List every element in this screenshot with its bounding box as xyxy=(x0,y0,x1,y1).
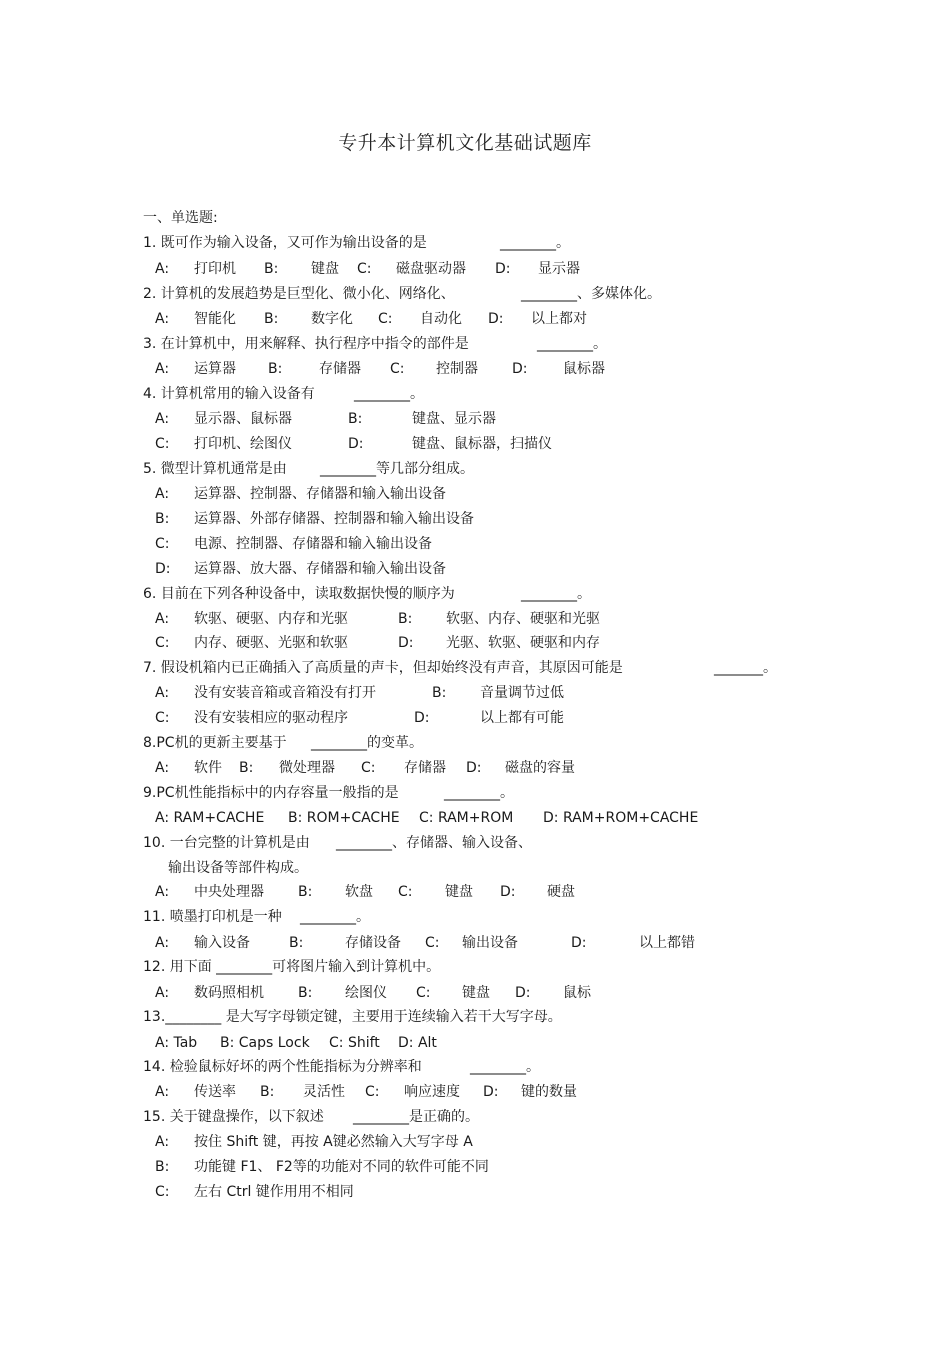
text-line xyxy=(0,509,950,529)
text-line xyxy=(0,534,950,554)
text-segment: A: xyxy=(155,261,170,277)
text-segment: B: xyxy=(264,311,279,327)
text-segment: A: xyxy=(155,1134,170,1150)
text-segment: 中央处理器 xyxy=(194,884,264,900)
text-line xyxy=(0,758,950,778)
text-segment: 8.PC机的更新主要基于 xyxy=(143,735,287,751)
text-line xyxy=(0,484,950,504)
text-segment: _______。 xyxy=(714,660,777,676)
text-segment: 鼠标器 xyxy=(563,361,605,377)
text-segment: ________是正确的。 xyxy=(353,1109,479,1125)
text-segment: D: xyxy=(495,261,511,277)
text-segment: 存储器 xyxy=(319,361,361,377)
text-segment: 响应速度 xyxy=(404,1084,460,1100)
text-segment: A: xyxy=(155,1084,170,1100)
text-segment: C: xyxy=(425,935,440,951)
text-segment: A: xyxy=(155,884,170,900)
text-segment: 1. 既可作为输入设备，又可作为输出设备的是 xyxy=(143,235,427,251)
text-segment: B: xyxy=(432,685,447,701)
text-line xyxy=(0,933,950,953)
text-segment: B: xyxy=(155,1159,170,1175)
text-segment: 音量调节过低 xyxy=(480,685,564,701)
text-segment: 输出设备等部件构成。 xyxy=(168,860,308,876)
text-segment: C: RAM+ROM xyxy=(419,810,514,826)
text-segment: C: xyxy=(398,884,413,900)
text-segment: B: Caps Lock xyxy=(220,1035,310,1051)
text-segment: 硬盘 xyxy=(547,884,575,900)
text-segment: 键盘、显示器 xyxy=(412,411,496,427)
text-segment: 左右 Ctrl 键作用用不相同 xyxy=(194,1184,354,1200)
text-segment: 软盘 xyxy=(345,884,373,900)
text-segment: A: xyxy=(155,486,170,502)
text-segment: ________。 xyxy=(444,785,514,801)
text-segment: C: xyxy=(155,1184,170,1200)
text-line xyxy=(0,983,950,1003)
text-segment: ________的变革。 xyxy=(311,735,423,751)
page-title: 专升本计算机文化基础试题库 xyxy=(338,132,592,154)
text-segment: D: xyxy=(466,760,482,776)
text-line xyxy=(0,808,950,828)
text-segment: A: xyxy=(155,935,170,951)
text-segment: 运算器、放大器、存储器和输入输出设备 xyxy=(194,561,446,577)
text-segment: A: xyxy=(155,760,170,776)
text-segment: 微处理器 xyxy=(279,760,335,776)
text-segment: A: xyxy=(155,611,170,627)
text-segment: 鼠标 xyxy=(563,985,591,1001)
text-segment: 4. 计算机常用的输入设备有 xyxy=(143,386,315,402)
text-line xyxy=(0,882,950,902)
text-segment: 12. 用下面 ________可将图片输入到计算机中。 xyxy=(143,959,441,975)
text-segment: A: xyxy=(155,311,170,327)
text-segment: 7. 假设机箱内已正确插入了高质量的声卡，但却始终没有声音，其原因可能是 xyxy=(143,660,623,676)
text-segment: A: xyxy=(155,361,170,377)
text-line xyxy=(0,833,950,853)
text-segment: D: xyxy=(512,361,528,377)
text-segment: C: xyxy=(155,436,170,452)
text-segment: B: ROM+CACHE xyxy=(288,810,400,826)
text-segment: B: xyxy=(260,1084,275,1100)
text-segment: D: xyxy=(488,311,504,327)
text-line xyxy=(0,907,950,927)
text-segment: 没有安装音箱或音箱没有打开 xyxy=(194,685,376,701)
text-segment: 智能化 xyxy=(194,311,236,327)
text-segment: 以上都有可能 xyxy=(480,710,564,726)
text-segment: D: xyxy=(483,1084,499,1100)
text-segment: 9.PC机性能指标中的内存容量一般指的是 xyxy=(143,785,399,801)
text-segment: D: xyxy=(571,935,587,951)
text-line xyxy=(0,658,950,678)
text-segment: 存储器 xyxy=(404,760,446,776)
text-segment: 以上都对 xyxy=(531,311,587,327)
text-line xyxy=(0,783,950,803)
text-segment: 按住 Shift 键，再按 A键必然输入大写字母 A xyxy=(194,1134,473,1150)
text-segment: 光驱、软驱、硬驱和内存 xyxy=(446,635,600,651)
text-line xyxy=(0,584,950,604)
text-line xyxy=(0,1057,950,1077)
text-segment: 数字化 xyxy=(311,311,353,327)
text-segment: D: xyxy=(398,635,414,651)
text-segment: 键盘 xyxy=(462,985,490,1001)
text-segment: 打印机、绘图仪 xyxy=(194,436,292,452)
text-segment: A: xyxy=(155,685,170,701)
text-segment: 显示器 xyxy=(538,261,580,277)
text-segment: ________。 xyxy=(537,336,607,352)
text-segment: D: xyxy=(414,710,430,726)
text-segment: D: xyxy=(348,436,364,452)
text-segment: 运算器、外部存储器、控制器和输入输出设备 xyxy=(194,511,474,527)
text-line xyxy=(0,609,950,629)
text-segment: B: xyxy=(298,985,313,1001)
text-segment: 电源、控制器、存储器和输入输出设备 xyxy=(194,536,432,552)
text-segment: 13.________ 是大写字母锁定键，主要用于连续输入若干大写字母。 xyxy=(143,1009,562,1025)
text-line xyxy=(0,559,950,579)
text-segment: 软件 xyxy=(194,760,222,776)
text-segment: 运算器 xyxy=(194,361,236,377)
text-segment: ________、存储器、输入设备、 xyxy=(336,835,532,851)
text-segment: C: xyxy=(365,1084,380,1100)
text-segment: C: xyxy=(390,361,405,377)
text-segment: 绘图仪 xyxy=(345,985,387,1001)
text-segment: 软驱、内存、硬驱和光驱 xyxy=(446,611,600,627)
text-line xyxy=(0,633,950,653)
text-segment: 输出设备 xyxy=(462,935,518,951)
text-line xyxy=(0,1157,950,1177)
text-segment: 10. 一台完整的计算机是由 xyxy=(143,835,310,851)
text-line xyxy=(0,708,950,728)
text-segment: 灵活性 xyxy=(303,1084,345,1100)
text-line xyxy=(0,733,950,753)
text-segment: A: xyxy=(155,411,170,427)
text-segment: ________。 xyxy=(500,235,570,251)
text-segment: C: xyxy=(361,760,376,776)
text-segment: 存储设备 xyxy=(345,935,401,951)
text-segment: 磁盘的容量 xyxy=(505,760,575,776)
text-segment: 5. 微型计算机通常是由 xyxy=(143,461,287,477)
text-line xyxy=(0,233,950,253)
text-segment: 14. 检验鼠标好坏的两个性能指标为分辨率和 xyxy=(143,1059,422,1075)
text-segment: ________。 xyxy=(470,1059,540,1075)
text-segment: 键盘、鼠标器，扫描仪 xyxy=(412,436,552,452)
text-segment: B: xyxy=(289,935,304,951)
text-segment: C: xyxy=(357,261,372,277)
text-segment: D: xyxy=(515,985,531,1001)
text-segment: ________、多媒体化。 xyxy=(521,286,661,302)
text-segment: 数码照相机 xyxy=(194,985,264,1001)
text-segment: 键盘 xyxy=(445,884,473,900)
text-segment: B: xyxy=(298,884,313,900)
text-line xyxy=(0,259,950,279)
text-line xyxy=(0,1033,950,1053)
text-segment: B: xyxy=(398,611,413,627)
text-segment: C: Shift xyxy=(329,1035,380,1051)
text-line xyxy=(0,409,950,429)
text-segment: D: xyxy=(500,884,516,900)
text-segment: D: RAM+ROM+CACHE xyxy=(543,810,699,826)
text-segment: ________。 xyxy=(354,386,424,402)
text-segment: 2. 计算机的发展趋势是巨型化、微小化、网络化、 xyxy=(143,286,455,302)
text-segment: 键的数量 xyxy=(521,1084,577,1100)
text-segment: 键盘 xyxy=(311,261,339,277)
text-segment: A: xyxy=(155,985,170,1001)
text-segment: 打印机 xyxy=(194,261,236,277)
text-line xyxy=(0,334,950,354)
text-segment: 功能键 F1、 F2等的功能对不同的软件可能不同 xyxy=(194,1159,489,1175)
text-segment: C: xyxy=(155,536,170,552)
text-segment: 15. 关于键盘操作，以下叙述 xyxy=(143,1109,324,1125)
text-line xyxy=(0,359,950,379)
text-segment: C: xyxy=(378,311,393,327)
text-segment: C: xyxy=(155,635,170,651)
text-segment: ________等几部分组成。 xyxy=(320,461,474,477)
text-segment: 3. 在计算机中，用来解释、执行程序中指令的部件是 xyxy=(143,336,469,352)
text-line xyxy=(0,309,950,329)
text-line xyxy=(0,434,950,454)
text-segment: C: xyxy=(155,710,170,726)
text-line xyxy=(0,957,950,977)
text-segment: B: xyxy=(348,411,363,427)
text-line xyxy=(0,459,950,479)
text-segment: 没有安装相应的驱动程序 xyxy=(194,710,348,726)
text-segment: B: xyxy=(264,261,279,277)
text-segment: D: Alt xyxy=(398,1035,437,1051)
text-segment: ________。 xyxy=(300,909,370,925)
text-segment: B: xyxy=(155,511,170,527)
text-segment: 一、单选题: xyxy=(143,210,218,226)
text-segment: 显示器、鼠标器 xyxy=(194,411,292,427)
text-segment: B: xyxy=(239,760,254,776)
text-line xyxy=(0,384,950,404)
text-line xyxy=(0,858,950,878)
text-segment: 磁盘驱动器 xyxy=(396,261,466,277)
text-segment: C: xyxy=(416,985,431,1001)
text-segment: 控制器 xyxy=(436,361,478,377)
text-segment: 输入设备 xyxy=(194,935,250,951)
text-segment: 自动化 xyxy=(420,311,462,327)
text-segment: 软驱、硬驱、内存和光驱 xyxy=(194,611,348,627)
text-segment: ________。 xyxy=(521,586,591,602)
text-segment: A: RAM+CACHE xyxy=(155,810,265,826)
text-line xyxy=(0,1182,950,1202)
text-line xyxy=(0,1132,950,1152)
text-segment: 6. 目前在下列各种设备中，读取数据快慢的顺序为 xyxy=(143,586,455,602)
text-segment: 内存、硬驱、光驱和软驱 xyxy=(194,635,348,651)
text-segment: B: xyxy=(268,361,283,377)
text-line xyxy=(0,284,950,304)
section-heading xyxy=(0,208,950,228)
text-segment: 以上都错 xyxy=(639,935,695,951)
text-line xyxy=(0,1007,950,1027)
text-segment: 运算器、控制器、存储器和输入输出设备 xyxy=(194,486,446,502)
text-segment: A: Tab xyxy=(155,1035,198,1051)
text-segment: D: xyxy=(155,561,171,577)
text-line xyxy=(0,1107,950,1127)
text-line xyxy=(0,683,950,703)
text-line xyxy=(0,1082,950,1102)
text-segment: 传送率 xyxy=(194,1084,236,1100)
text-segment: 11. 喷墨打印机是一种 xyxy=(143,909,282,925)
